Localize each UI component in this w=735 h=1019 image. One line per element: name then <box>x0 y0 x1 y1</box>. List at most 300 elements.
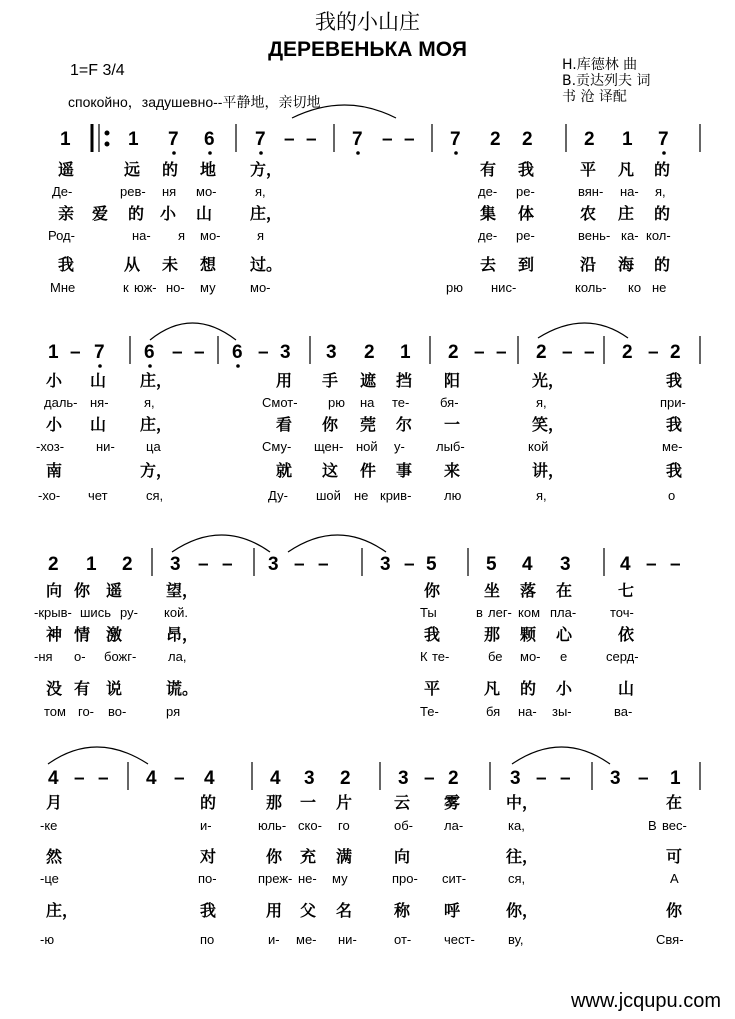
octave-dots <box>98 364 240 368</box>
lyrics-verse-3-cn <box>58 255 670 274</box>
lyric: 就 <box>276 461 293 480</box>
lyric: 依 <box>618 625 635 644</box>
song-title-chinese: 我的小山庄 <box>315 10 420 34</box>
lyrics-verse-1-cn <box>58 160 670 180</box>
lyric: 山 <box>90 371 107 390</box>
lyric: 山 <box>618 679 635 698</box>
note: 1 <box>400 342 411 363</box>
lyric: го- <box>78 704 95 719</box>
lyric: ла, <box>168 649 187 664</box>
lyric: 从 <box>124 255 141 274</box>
lyric: 来 <box>444 461 461 480</box>
notes-row <box>48 554 681 575</box>
lyric: 我 <box>424 625 441 644</box>
note: – <box>670 554 681 575</box>
lyric: сит- <box>442 871 467 886</box>
note: – <box>258 342 269 363</box>
lyric: 平 <box>424 679 441 698</box>
lyric: по <box>200 932 215 947</box>
note: 6 <box>232 342 243 363</box>
note: 6 <box>144 342 155 363</box>
lyric: 用 <box>266 901 283 920</box>
lyric: я <box>178 228 186 243</box>
lyrics-verse-2-ru <box>36 439 683 454</box>
lyric: те- <box>392 395 410 410</box>
lyric: го <box>338 818 350 833</box>
lyric: 海 <box>618 255 635 274</box>
lyric: юль- <box>258 818 287 833</box>
lyric: пла- <box>550 605 577 620</box>
lyric: те- <box>432 649 450 664</box>
lyric: 庄， <box>250 204 283 223</box>
lyric: 方， <box>140 461 173 480</box>
lyric: к <box>123 280 129 295</box>
lyric: 落 <box>520 581 537 600</box>
note: 7 <box>450 129 461 150</box>
lyric: 你 <box>266 847 283 866</box>
note: – <box>222 554 233 575</box>
note: 4 <box>620 554 631 575</box>
lyrics-verse-1-cn <box>46 581 634 601</box>
lyric: 有 <box>74 679 91 698</box>
note: – <box>294 554 305 575</box>
lyric: 七 <box>618 581 635 600</box>
note: 2 <box>448 768 459 789</box>
lyric: Де- <box>52 184 73 199</box>
lyric: 心 <box>556 625 573 644</box>
lyric: 遮 <box>360 371 377 390</box>
lyric: ме- <box>296 932 317 947</box>
note: 3 <box>280 342 291 363</box>
tempo-marking: спокойно，задушевно--平静地，亲切地 <box>68 94 321 110</box>
note: 2 <box>122 554 133 575</box>
lyric: 小 <box>46 415 63 434</box>
note: – <box>424 768 435 789</box>
lyric: 的 <box>654 255 671 274</box>
lyric: Те- <box>420 704 439 719</box>
score-system-2 <box>0 315 735 525</box>
lyric: вес- <box>662 818 687 833</box>
note: 2 <box>490 129 501 150</box>
lyric: 想 <box>200 255 217 274</box>
lyric: 的 <box>520 679 537 698</box>
lyric: ско- <box>298 818 322 833</box>
lyric: кой <box>528 439 549 454</box>
lyric: мо- <box>200 228 221 243</box>
lyric: бе <box>488 649 503 664</box>
lyric: В <box>648 818 657 833</box>
note: – <box>404 129 415 150</box>
lyrics-verse-1-ru <box>44 395 686 410</box>
lyric: 父 <box>300 901 317 920</box>
lyric: 体 <box>518 204 535 223</box>
lyric: 庄， <box>140 415 173 434</box>
note: – <box>74 768 85 789</box>
lyric: 中， <box>506 793 539 812</box>
lyric: шись <box>80 605 111 620</box>
lyric: 我 <box>58 255 75 274</box>
lyric: Ду- <box>268 488 288 503</box>
lyric: точ- <box>610 605 634 620</box>
lyric: и- <box>200 818 212 833</box>
note: 3 <box>560 554 571 575</box>
lyric: нис- <box>491 280 517 295</box>
lyric: 山 <box>196 204 213 223</box>
lyric: не <box>354 488 369 503</box>
note: – <box>404 554 415 575</box>
lyric: -це <box>40 871 59 886</box>
note: 3 <box>326 342 337 363</box>
lyric: ца <box>146 439 161 454</box>
note: 7 <box>658 129 669 150</box>
note: – <box>318 554 329 575</box>
lyric: ня <box>162 184 177 199</box>
barlines <box>92 124 700 152</box>
lyric: но- <box>166 280 185 295</box>
lyric: 用 <box>276 371 293 390</box>
lyric: преж- <box>258 871 293 886</box>
note: 3 <box>170 554 181 575</box>
lyric: 激 <box>106 625 123 644</box>
note: 1 <box>60 129 71 150</box>
lyrics-verse-3-ru <box>44 704 632 719</box>
note: 1 <box>670 768 681 789</box>
lyric: шой <box>316 488 341 503</box>
lyric: 满 <box>336 847 353 866</box>
lyrics-verse-1-ru <box>40 818 687 833</box>
lyric: 向 <box>46 581 63 600</box>
lyric: ся, <box>146 488 164 503</box>
lyric: -ке <box>40 818 58 833</box>
note: – <box>172 342 183 363</box>
note: – <box>562 342 573 363</box>
lyric: 远 <box>124 160 141 179</box>
lyric: щен- <box>314 439 344 454</box>
lyric: 庄， <box>46 901 79 920</box>
barlines <box>130 336 700 364</box>
note: 2 <box>584 129 595 150</box>
lyric: бя- <box>440 395 459 410</box>
note: 5 <box>486 554 497 575</box>
lyric: 地 <box>200 160 217 179</box>
lyrics-verse-2-ru <box>34 649 639 664</box>
lyric: -крыв- <box>34 605 72 620</box>
lyric: серд- <box>606 649 639 664</box>
note: 2 <box>622 342 633 363</box>
lyric: на <box>360 395 375 410</box>
lyric: кол- <box>646 228 671 243</box>
lyric: рю <box>446 280 463 295</box>
lyrics-verse-3-ru <box>38 488 675 503</box>
lyric: 去 <box>480 255 497 274</box>
lyric: том <box>44 704 66 719</box>
lyric: 坐 <box>484 581 501 600</box>
lyric: я, <box>144 395 155 410</box>
note: 4 <box>270 768 281 789</box>
lyrics-verse-3-cn <box>46 679 634 698</box>
note: – <box>638 768 649 789</box>
lyric: 雾 <box>444 793 461 812</box>
lyric: ря <box>166 704 181 719</box>
lyric: во- <box>108 704 127 719</box>
lyrics-verse-3-cn <box>46 901 683 921</box>
lyric: ни- <box>338 932 357 947</box>
lyric: про- <box>392 871 418 886</box>
lyric: лыб- <box>436 439 465 454</box>
lyric: ка- <box>621 228 639 243</box>
lyric: 你， <box>506 901 539 920</box>
lyric: не <box>652 280 667 295</box>
lyric: 小 <box>556 679 573 698</box>
lyric: 光， <box>532 371 565 390</box>
lyrics-verse-1-cn <box>46 371 682 391</box>
lyrics-verse-3-ru <box>50 280 666 295</box>
lyrics-verse-2-ru <box>48 228 671 243</box>
lyric: К <box>420 649 428 664</box>
lyric: 尔 <box>396 415 413 434</box>
lyric: 颗 <box>520 625 537 644</box>
lyric: я, <box>255 184 266 199</box>
lyric: 到 <box>518 255 535 274</box>
lyric: 在 <box>666 793 683 812</box>
lyric: ной <box>356 439 378 454</box>
note: – <box>306 129 317 150</box>
note: 2 <box>340 768 351 789</box>
lyric: чет <box>88 488 108 503</box>
lyric: 的 <box>128 204 145 223</box>
lyric: 你 <box>322 415 339 434</box>
lyric: 月 <box>46 793 63 812</box>
lyric: Свя- <box>656 932 684 947</box>
lyric: на- <box>132 228 151 243</box>
lyric: 遥 <box>106 581 123 600</box>
lyric: божг- <box>104 649 137 664</box>
lyrics-verse-2-ru <box>40 871 679 886</box>
lyric: по- <box>198 871 217 886</box>
lyric: даль- <box>44 395 78 410</box>
note: – <box>474 342 485 363</box>
note: 3 <box>380 554 391 575</box>
lyric: 我 <box>200 901 217 920</box>
lyric: ни- <box>96 439 115 454</box>
lyric: Род- <box>48 228 75 243</box>
note: 7 <box>94 342 105 363</box>
lyric: вень- <box>578 228 611 243</box>
note: 1 <box>48 342 59 363</box>
lyric: ву, <box>508 932 524 947</box>
note: 4 <box>204 768 215 789</box>
note: 7 <box>352 129 363 150</box>
note: – <box>536 768 547 789</box>
lyric: 昂， <box>166 625 199 644</box>
lyric: рю <box>328 395 345 410</box>
note: 4 <box>146 768 157 789</box>
lyric: ся, <box>508 871 526 886</box>
lyric: от- <box>394 932 412 947</box>
lyric: и- <box>268 932 280 947</box>
lyric: 集 <box>480 204 497 223</box>
lyric: ме- <box>662 439 683 454</box>
lyric: 小 <box>160 204 177 223</box>
lyric: 凡 <box>484 679 501 698</box>
lyric: юж- <box>134 280 157 295</box>
note: 3 <box>610 768 621 789</box>
lyric: 件 <box>360 461 377 480</box>
lyric: 沿 <box>580 255 597 274</box>
lyric: -ня <box>34 649 53 664</box>
note: 1 <box>128 129 139 150</box>
lyric: 山 <box>90 415 107 434</box>
note: 2 <box>364 342 375 363</box>
lyricist-credit: B.贡达列夫 词 <box>562 73 651 89</box>
lyric: 我 <box>666 415 683 434</box>
lyrics-verse-2-cn <box>46 415 682 435</box>
lyric: лег- <box>488 605 512 620</box>
octave-dots <box>172 151 666 155</box>
website-watermark: www.jcqupu.com <box>570 990 721 1012</box>
lyric: у- <box>394 439 405 454</box>
lyrics-verse-2-cn <box>58 204 670 224</box>
note: 3 <box>304 768 315 789</box>
lyric: при- <box>660 395 686 410</box>
lyric: не- <box>298 871 317 886</box>
lyric: в <box>476 605 483 620</box>
lyric: чест- <box>444 932 475 947</box>
lyrics-verse-1-ru <box>34 605 634 620</box>
lyrics-verse-3-cn <box>46 461 682 481</box>
lyric: мо- <box>196 184 217 199</box>
lyric: ре- <box>516 228 535 243</box>
lyric: 农 <box>580 204 597 223</box>
lyric: 谎。 <box>166 679 199 698</box>
lyric: кой. <box>164 605 188 620</box>
lyric: 庄 <box>618 204 635 223</box>
note: 3 <box>398 768 409 789</box>
note: 2 <box>448 342 459 363</box>
lyric: 我 <box>666 461 683 480</box>
lyric: 名 <box>336 901 353 920</box>
lyric: 亲 <box>58 204 75 223</box>
lyric: 庄， <box>140 371 173 390</box>
lyric: на- <box>518 704 537 719</box>
note: 5 <box>426 554 437 575</box>
lyric: 挡 <box>396 371 413 390</box>
key-signature: 1=F 3/4 <box>70 62 125 79</box>
lyric: об- <box>394 818 414 833</box>
note: 4 <box>522 554 533 575</box>
translator-credit: 书 沧 译配 <box>562 89 627 105</box>
lyric: 然 <box>46 847 63 866</box>
lyric: 事 <box>396 461 413 480</box>
lyric: 南 <box>46 461 63 480</box>
notes-row <box>48 342 681 363</box>
lyric: я <box>257 228 265 243</box>
lyric: 笑， <box>532 415 565 434</box>
lyric: Сму- <box>262 439 292 454</box>
barlines <box>152 548 604 576</box>
lyric: 讲， <box>532 461 565 480</box>
note: 2 <box>670 342 681 363</box>
lyric: 称 <box>394 901 411 920</box>
lyric: я, <box>655 184 666 199</box>
lyric: бя <box>486 704 501 719</box>
lyric: 的 <box>200 793 217 812</box>
note: 3 <box>510 768 521 789</box>
lyric: 爱 <box>92 204 109 223</box>
lyrics-verse-3-ru <box>40 932 684 947</box>
lyric: 云 <box>394 793 411 812</box>
lyric: ва- <box>614 704 633 719</box>
lyric: вян- <box>578 184 604 199</box>
note: – <box>560 768 571 789</box>
lyric: -хо- <box>38 488 61 503</box>
lyric: 一 <box>300 793 317 812</box>
score-system-1 <box>0 100 735 315</box>
lyric: е <box>560 649 568 664</box>
lyric: ком <box>518 605 541 620</box>
note: – <box>382 129 393 150</box>
lyric: 片 <box>336 793 353 812</box>
tie-arc <box>292 105 396 118</box>
lyric: мо- <box>250 280 271 295</box>
lyric: Мне <box>50 280 76 295</box>
lyric: 莞 <box>360 415 377 434</box>
lyric: де- <box>478 228 498 243</box>
lyric: де- <box>478 184 498 199</box>
lyric: -хоз- <box>36 439 65 454</box>
lyric: А <box>670 871 679 886</box>
lyric: 呼 <box>444 901 461 920</box>
note: 7 <box>255 129 266 150</box>
lyric: крив- <box>380 488 412 503</box>
lyric: 的 <box>162 160 179 179</box>
note: – <box>584 342 595 363</box>
lyrics-verse-1-cn <box>46 793 682 813</box>
note: 1 <box>622 129 633 150</box>
lyric: 那 <box>484 625 501 644</box>
lyric: 一 <box>444 415 461 434</box>
note: 6 <box>204 129 215 150</box>
lyric: 对 <box>200 847 217 866</box>
lyric: 的 <box>654 160 671 179</box>
note: 2 <box>536 342 547 363</box>
lyric: зы- <box>552 704 572 719</box>
lyric: ка, <box>508 818 525 833</box>
lyric: 你 <box>74 581 91 600</box>
lyric: 凡 <box>618 160 635 179</box>
lyric: ня- <box>90 395 109 410</box>
lyric: му <box>200 280 216 295</box>
note: – <box>648 342 659 363</box>
note: – <box>174 768 185 789</box>
note: – <box>70 342 81 363</box>
lyric: ко <box>628 280 642 295</box>
lyric: ре- <box>516 184 535 199</box>
lyric: Ты <box>420 605 437 620</box>
notes-row <box>48 768 681 789</box>
lyric: 的 <box>654 204 671 223</box>
lyric: 看 <box>276 415 293 434</box>
lyric: я, <box>536 488 547 503</box>
lyric: 向 <box>394 847 411 866</box>
lyric: 小 <box>46 371 63 390</box>
lyric: Смот- <box>262 395 298 410</box>
lyric: 说 <box>106 679 123 698</box>
lyric: 在 <box>556 581 573 600</box>
lyric: 遥 <box>58 160 75 179</box>
note: 2 <box>522 129 533 150</box>
lyric: коль- <box>575 280 607 295</box>
